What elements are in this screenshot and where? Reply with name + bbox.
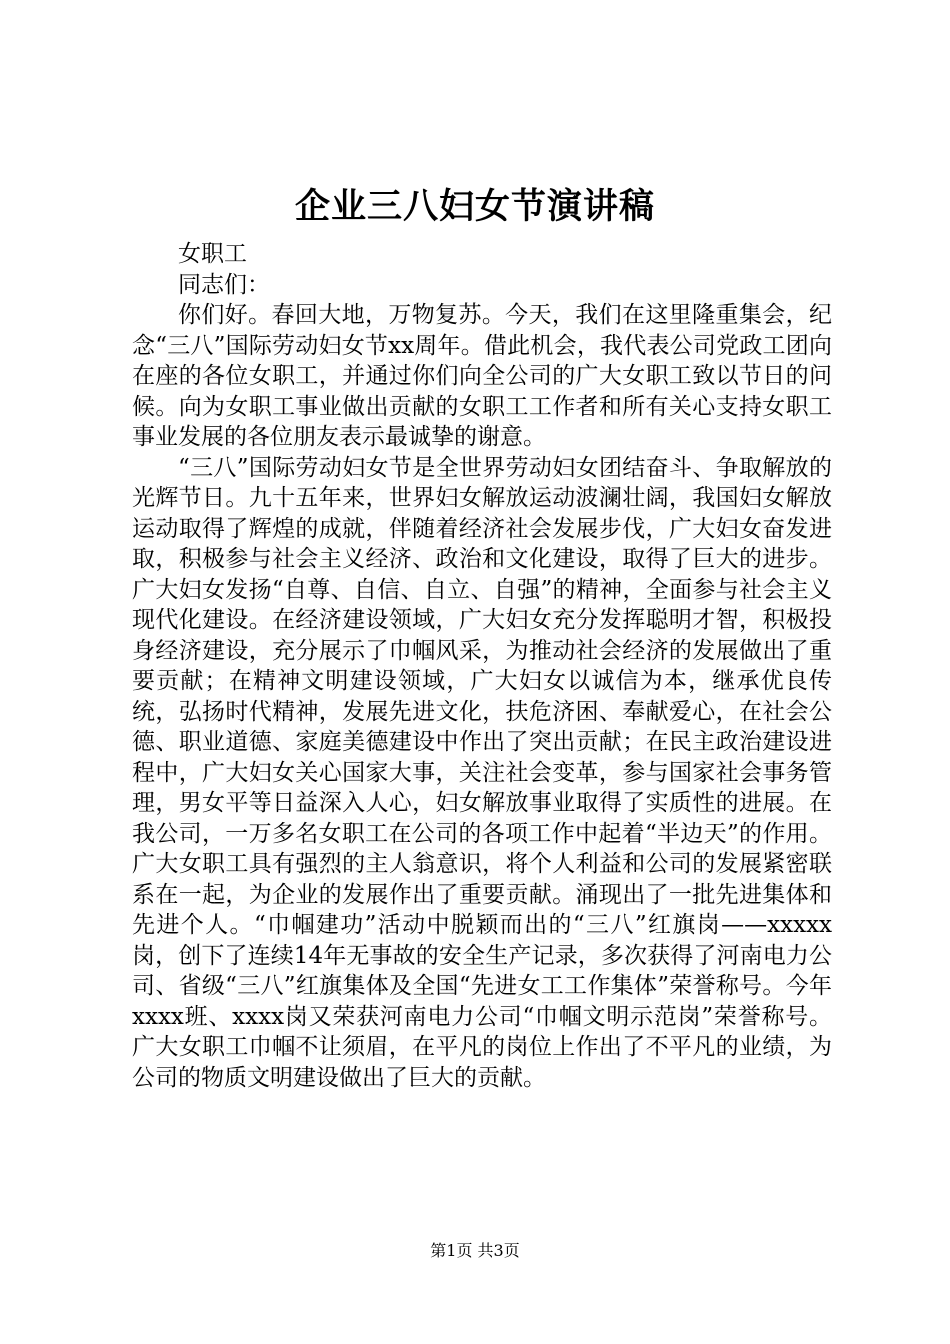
document-body [132,239,832,1093]
document-title: 企业三八妇女节演讲稿 [294,186,655,227]
page-number-footer: 第1页 共3页 [430,1241,520,1260]
salutation-line: 女职工 [178,241,247,267]
body-paragraph: 你们好。春回大地，万物复苏。今天，我们在这里隆重集会，纪念“三八”国际劳动妇女节xx周年。借此机会，我代表公司党政工团向在座的各位女职工，并通过你们向全公司的广大女职工致以节日的问候。向为女职工事业做出贡献的女职工工作者和所有关心支持女职工事业发展的各位朋友表示最诚挚的谢意。 [132,302,832,450]
salutation-line: 同志们： [178,271,270,298]
body-paragraph: “三八”国际劳动妇女节是全世界劳动妇女团结奋斗、争取解放的光辉节日。九十五年来，世界妇女解放运动波澜壮阔，我国妇女解放运动取得了辉煌的成就，伴随着经济社会发展步伐，广大妇女奋发进取，积极参与社会主义经济、政治和文化建设，取得了巨大的进步。广大妇女发扬“自尊、自信、自立、自强”的精神，全面参与社会主义现代化建设。在经济建设领域，广大妇女充分发挥聪明才智，积极投身经济建设，充分展示了巾帼风采，为推动社会经济的发展做出了重要贡献；在精神文明建设领域，广大妇女以诚信为本，继承优良传统，弘扬时代精神，发展先进文化，扶危济困、奉献爱心，在社会公德、职业道德、家庭美德建设中作出了突出贡献；在民主政治建设进程中，广大妇女关心国家大事，关注社会变革，参与国家社会事务管理，男女平等日益深入人心，妇女解放事业取得了实质性的进展。在我公司，一万多名女职工在公司的各项工作中起着“半边天”的作用。广大女职工具有强烈的主人翁意识，将个人利益和公司的发展紧密联系在一起，为企业的发展作出了重要贡献。涌现出了一批先进集体和先进个人。“巾帼建功”活动中脱颖而出的“三八”红旗岗——xxxxx岗，创下了连续14年无事故的安全生产记录，多次获得了河南电力公司、省级“三八”红旗集体及全国“先进女工工作集体”荣誉称号。今年xxxx班、xxxx岗又荣获河南电力公司“巾帼文明示范岗”荣誉称号。广大女职工巾帼不让须眉，在平凡的岗位上作出了不平凡的业绩，为公司的物质文明建设做出了巨大的贡献。 [132,454,832,1091]
